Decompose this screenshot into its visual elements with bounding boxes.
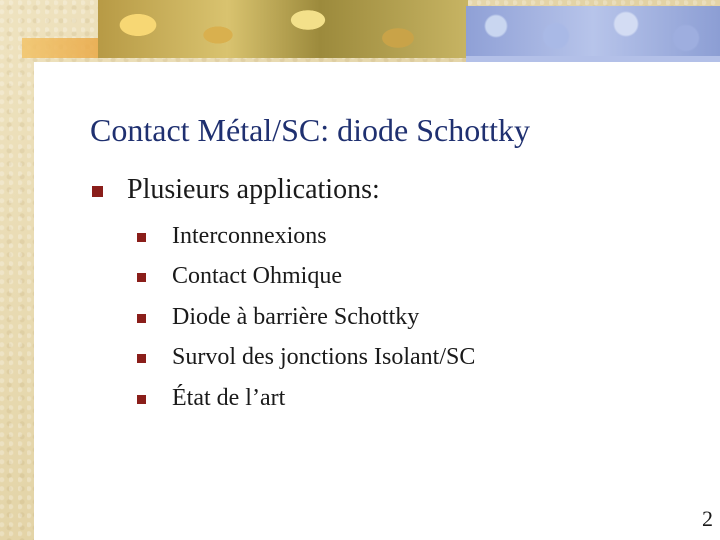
sub-bullet-item	[137, 378, 475, 419]
slide-title: Contact Métal/SC: diode Schottky	[90, 112, 530, 148]
header-banner	[0, 0, 720, 62]
square-bullet-icon	[137, 233, 146, 242]
leaves-photo	[98, 0, 468, 58]
square-bullet-icon	[137, 354, 146, 363]
sub-bullet-item	[137, 338, 475, 379]
square-bullet-icon	[137, 395, 146, 404]
sub-bullet-text: Survol des jonctions Isolant/SC	[172, 344, 476, 371]
decorative-strip	[22, 38, 102, 58]
sub-bullet-text: Contact Ohmique	[172, 263, 342, 290]
flowers-photo	[466, 6, 720, 56]
sub-bullet-item	[137, 216, 475, 257]
sub-bullet-text: État de l’art	[172, 384, 286, 411]
bullet-item	[92, 174, 380, 206]
sub-bullet-item	[137, 297, 475, 338]
sub-bullet-text: Interconnexions	[172, 222, 327, 249]
sub-bullet-list	[137, 216, 475, 419]
bullet-text: Plusieurs applications:	[127, 174, 380, 205]
page-number: 2	[702, 506, 713, 531]
sub-bullet-item	[137, 257, 475, 298]
square-bullet-icon	[92, 186, 103, 197]
square-bullet-icon	[137, 314, 146, 323]
square-bullet-icon	[137, 273, 146, 282]
sub-bullet-text: Diode à barrière Schottky	[172, 303, 420, 330]
